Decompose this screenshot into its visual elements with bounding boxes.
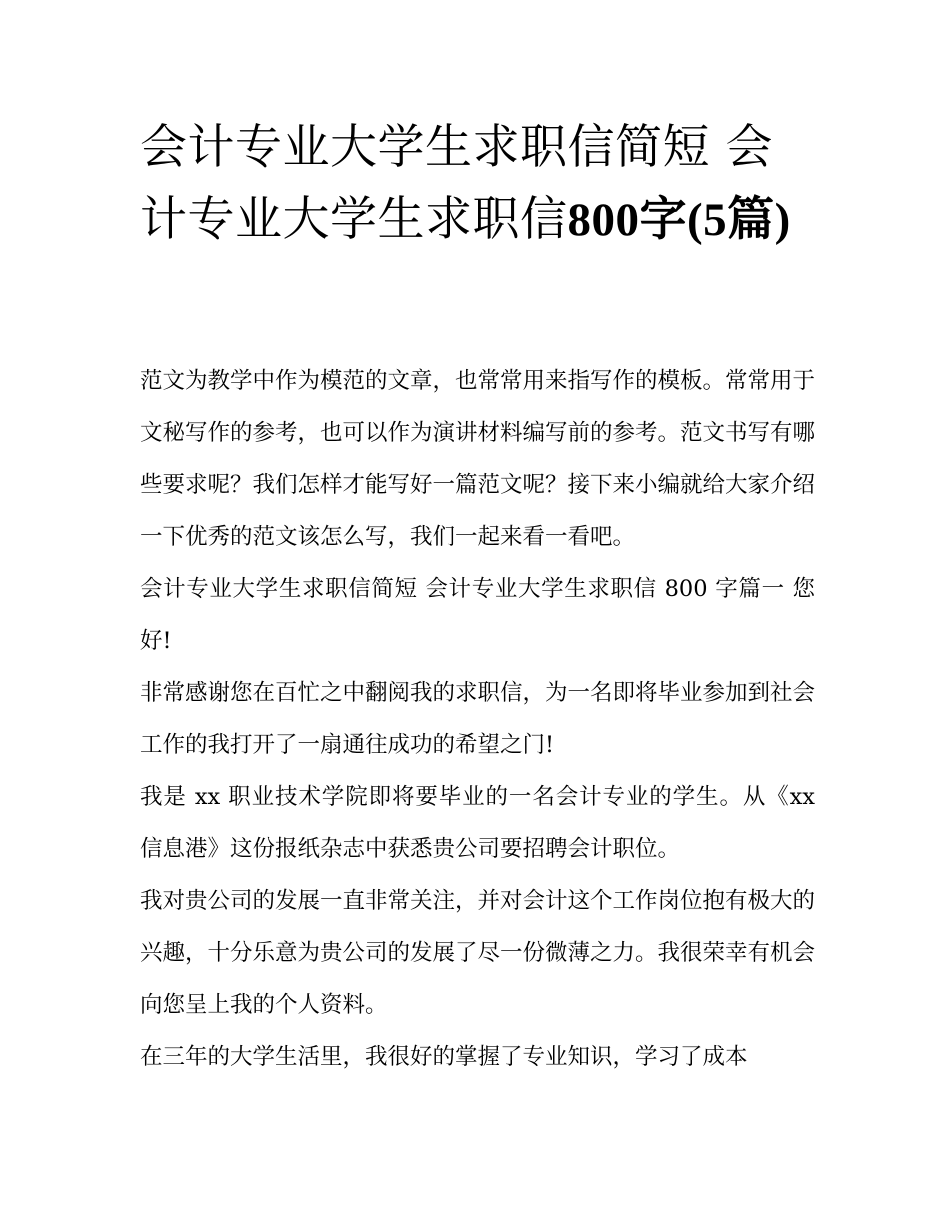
document-title — [140, 112, 820, 256]
paragraph-thanks: 非常感谢您在百忙之中翻阅我的求职信，为一名即将毕业参加到社会工作的我打开了一扇通往成功的希望之门! — [140, 680, 816, 758]
paragraph-study: 在三年的大学生活里，我很好的掌握了专业知识，学习了成本 — [140, 1044, 748, 1070]
title-number: 800 — [567, 194, 640, 246]
paragraph-introduction: 我是 xx 职业技术学院即将要毕业的一名会计专业的学生。从《xx 信息港》这份报纸杂志中获悉贵公司要招聘会计职位。 — [140, 784, 815, 862]
document-body — [140, 355, 815, 1083]
paragraph-intro: 范文为教学中作为模范的文章，也常常用来指写作的模板。常常用于文秘写作的参考，也可以作为演讲材料编写前的参考。范文书写有哪些要求呢？我们怎样才能写好一篇范文呢？接下来小编就给大家介绍一下优秀的范文该怎么写，我们一起来看一看吧。 — [140, 368, 816, 550]
title-text-part2: 字(5篇) — [639, 194, 791, 246]
title-text-part1: 会计专业大学生求职信简短 会计专业大学生求职信 — [140, 120, 773, 247]
paragraph-interest: 我对贵公司的发展一直非常关注，并对会计这个工作岗位抱有极大的兴趣，十分乐意为贵公司的发展了尽一份微薄之力。我很荣幸有机会向您呈上我的个人资料。 — [140, 888, 816, 1018]
paragraph-heading-greeting: 会计专业大学生求职信简短 会计专业大学生求职信 800 字篇一 您好! — [140, 576, 815, 654]
